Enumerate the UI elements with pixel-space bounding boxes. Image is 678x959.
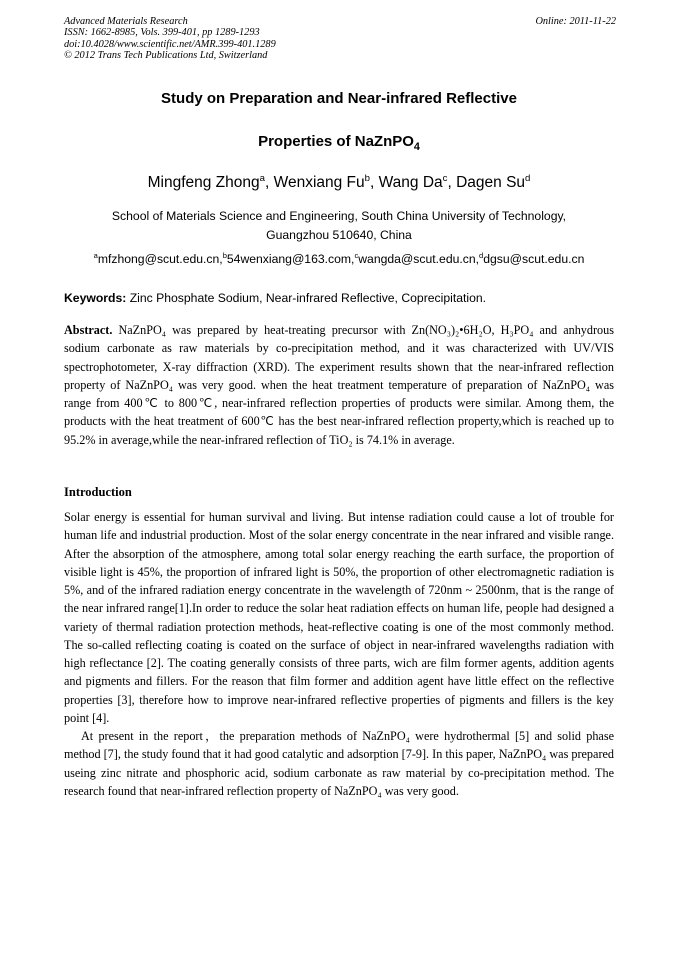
- abstract-text: NaZnPO₄ was prepared by heat-treating precursor with Zn(NO₃)₂•6H₂O, H₃PO₄ and anhydrous sodium carbonate as raw materials by co-precipitation method, and it was characterized with UV/VIS spectrophotometer, X-ray diffraction (XRD). The experiment results shown that the near-infrared reflection property of NaZnPO₄ was very good. when the heat treatment temperature of preparation of NaZnPO₄ was range from 400℃ to 800℃, near-infrared reflection properties of products were similar. Among them, the products with the heat treatment of 600℃ has the best near-infrared reflection property,which is reached up to 95.2% in average,while the near-infrared reflection of TiO₂ is 74.1% in average.: [64, 323, 614, 447]
- author-name: Wang Da: [378, 174, 443, 191]
- email-address: wangda@scut.edu.cn,: [358, 252, 480, 266]
- email-mark: d: [479, 250, 484, 260]
- author-emails: [0, 252, 678, 266]
- email-mark: b: [222, 250, 227, 260]
- affiliation-line-1: School of Materials Science and Engineering, South China University of Technology,: [111, 209, 567, 223]
- paper-title-line-2: [0, 133, 678, 153]
- email-address: 54wenxiang@163.com,: [226, 252, 355, 266]
- journal-copyright: © 2012 Trans Tech Publications Ltd, Switzerland: [64, 50, 268, 62]
- journal-header: [64, 16, 616, 62]
- author-list: [0, 174, 678, 192]
- email-address: mfzhong@scut.edu.cn,: [97, 252, 223, 266]
- abstract: [64, 321, 614, 449]
- email-mark: a: [93, 250, 98, 260]
- author-name: Wenxiang Fu: [273, 174, 365, 191]
- affiliation-line-2: Guangzhou 510640, China: [266, 228, 412, 242]
- abstract-label: Abstract.: [64, 323, 113, 337]
- introduction-paragraph-1: Solar energy is essential for human survival and living. But intense radiation could cause a lot of trouble for human life and industrial production. Most of the solar energy concentrate in the near infrared and visible range. After the absorption of the atmosphere, among total solar energy reaching the earth surface, the proportion of visible light is 45%, the proportion of infrared light is 50%, the proportion of other electromagnetic radiation is 5%, and of the infrared radiation energy concentrate in the wavelength of 720nm ~ 2500nm, that is the range of the near infrared range[1].In order to reduce the solar heat radiation effects on human life, people had designed a variety of thermal radiation protection methods, heat-reflective coating is one of the most commonly method. The so-called reflecting coating is coated on the surface of object in near-infrared wavelengths radiation with high reflectance [2]. The coating generally consists of three parts, wich are film former agents, addition agents and pigments and fillers. For the reason that film former and addition agent have little effect on the reflective properties [3], therefore how to improve near-infrared reflective properties of pigments and fillers is the key point [4].: [64, 510, 614, 725]
- author-mark: b: [364, 172, 370, 184]
- keywords: [64, 291, 616, 305]
- journal-issn: ISSN: 1662-8985, Vols. 399-401, pp 1289-1293: [64, 27, 260, 39]
- title-formula: Properties of NaZnPO: [258, 133, 414, 150]
- journal-doi: doi:10.4028/www.scientific.net/AMR.399-401.1289: [64, 38, 276, 50]
- author-mark: a: [259, 172, 265, 184]
- paper-title-line-1: Study on Preparation and Near-infrared Reflective: [161, 90, 517, 107]
- author-mark: c: [442, 172, 448, 184]
- online-date: Online: 2011-11-22: [535, 16, 616, 27]
- introduction-heading: Introduction: [64, 485, 132, 499]
- introduction-body: [64, 508, 614, 800]
- keywords-label: Keywords:: [64, 291, 127, 305]
- introduction-paragraph-2: At present in the report，the preparation methods of NaZnPO₄ were hydrothermal [5] and solid phase method [7], the study found that it had good catalytic and adsorption [7-9]. In this paper, NaZnPO₄ was prepared useing zinc nitrate and phosphoric acid, sodium carbonate as raw material by co-precipitation method. The research found that near-infrared reflection property of NaZnPO₄ was very good.: [64, 729, 614, 798]
- email-address: dgsu@scut.edu.cn: [483, 252, 585, 266]
- journal-name: Advanced Materials Research: [64, 16, 188, 27]
- author-mark: d: [525, 172, 531, 184]
- author-separator: ,: [447, 174, 457, 191]
- keywords-text: Zinc Phosphate Sodium, Near-infrared Reflective, Coprecipitation.: [126, 291, 487, 305]
- email-mark: c: [354, 250, 359, 260]
- author-separator: ,: [370, 174, 379, 191]
- author-separator: ,: [264, 174, 274, 191]
- author-name: Dagen Su: [456, 174, 526, 191]
- author-name: Mingfeng Zhong: [147, 174, 260, 191]
- title-formula-subscript: 4: [413, 141, 420, 153]
